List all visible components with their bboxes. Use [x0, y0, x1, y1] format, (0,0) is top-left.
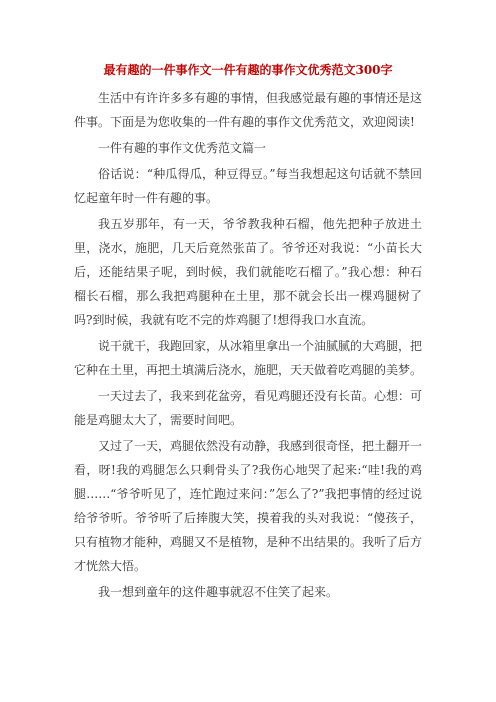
document-title: 最有趣的一件事作文一件有趣的事作文优秀范文300字 [103, 63, 393, 77]
document-page [74, 62, 422, 606]
paragraph-planting: 我五岁那年，有一天，爷爷教我种石榴，他先把种子放进土里，浇水，施肥，几天后竟然张苗了。爷爷还对我说：“小苗长大后，还能结果子呢，到时候，我们就能吃石榴了。”我心想：种石榴长石榴，那么我把鸡腿种在土里，那不就会长出一棵鸡腿树了吗?到时候，我就有吃不完的炸鸡腿了!想得我口水直流。 [74, 217, 422, 327]
paragraph-day-two: 又过了一天，鸡腿依然没有动静，我感到很奇怪，把土翻开一看，呀!我的鸡腿怎么只剩骨头了?我伤心地哭了起来:“哇!我的鸡腿……“爷爷听见了，连忙跑过来问：”怎么了?”我把事情的经过说给爷爷听。爷爷听了后捧腹大笑，摸着我的头对我说：“傻孩子，只有植物才能种，鸡腿又不是植物，是种不出结果的。我听了后方才恍然大悟。 [74, 439, 423, 573]
paragraph-section-heading: 一件有趣的事作文优秀范文篇一 [98, 141, 267, 155]
paragraph-chicken-leg: 说干就干，我跑回家，从冰箱里拿出一个油腻腻的大鸡腿，把它种在土里，再把土填满后浇水，施肥，天天做着吃鸡腿的美梦。 [74, 339, 423, 377]
paragraph-intro: 生活中有许许多多有趣的事情，但我感觉最有趣的事情还是这件事。下面是为您收集的一件有趣的事作文优秀范文，欢迎阅读! [74, 91, 423, 129]
paragraph-proverb: 俗话说：“种瓜得瓜，种豆得豆。”每当我想起这句话就不禁回忆起童年时一件有趣的事。 [74, 167, 422, 205]
paragraph-ending: 我一想到童年的这件趣事就忍不住笑了起来。 [98, 585, 339, 599]
paragraph-day-one: 一天过去了，我来到花盆旁，看见鸡腿还没有长苗。心想：可能是鸡腿太大了，需要时间吧。 [74, 389, 423, 427]
